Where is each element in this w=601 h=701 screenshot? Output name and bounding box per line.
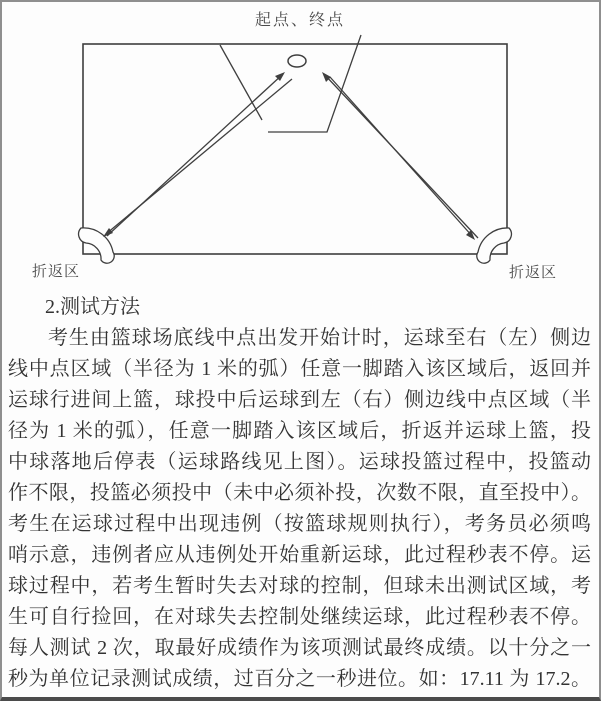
dribble-path-left-down xyxy=(106,79,292,234)
start-end-label: 起点、终点 xyxy=(254,12,346,29)
paragraph-line: 考生在运球过程中出现违例（按篮球规则执行），考务员必须鸣 xyxy=(8,513,591,535)
paragraph-line: 球过程中，若考生暂时失去对球的控制，但球未出测试区域，考 xyxy=(8,575,591,597)
turn-zone-label-left: 折返区 xyxy=(32,263,81,280)
paragraph-line: 生可自行捡回，在对球失去控制处继续运球，此过程秒表不停。 xyxy=(8,606,591,628)
paragraph-line: 作不限，投篮必须投中（未中必须补投，次数不限，直至投中）。 xyxy=(8,482,591,504)
section-heading: 2.测试方法 xyxy=(45,296,140,318)
court-diagram xyxy=(0,2,601,288)
paragraph-line: 径为 1 米的弧），任意一脚踏入该区域后，折返并运球上篮，投 xyxy=(8,420,591,442)
paragraph-line: 秒为单位记录测试成绩，过百分之一秒进位。如：17.11 为 17.2。 xyxy=(8,668,591,690)
section-body xyxy=(8,323,591,695)
dribble-path-right-down xyxy=(330,77,473,237)
start-point-ellipse xyxy=(288,55,306,67)
paragraph-line: 考生由篮球场底线中点出发开始计时，运球至右（左）侧边 xyxy=(48,327,591,349)
paragraph-line: 中球落地后停表（运球路线见上图）。运球投篮过程中，投篮动 xyxy=(8,451,591,473)
paragraph-line: 哨示意，违例者应从违例处开始重新运球，此过程秒表不停。运 xyxy=(8,544,591,566)
court-outline xyxy=(83,44,507,254)
paragraph-line: 每人测试 2 次，取最好成绩作为该项测试最终成绩。以十分之一 xyxy=(8,637,591,659)
paragraph-line: 线中点区域（半径为 1 米的弧）任意一脚踏入该区域后，返回并 xyxy=(8,358,591,380)
leader-line-right-bracket xyxy=(268,35,361,132)
turn-zone-label-right: 折返区 xyxy=(509,264,558,281)
paragraph-line: 运球行进间上篮，球投中后运球到左（右）侧边线中点区域（半 xyxy=(8,389,591,411)
